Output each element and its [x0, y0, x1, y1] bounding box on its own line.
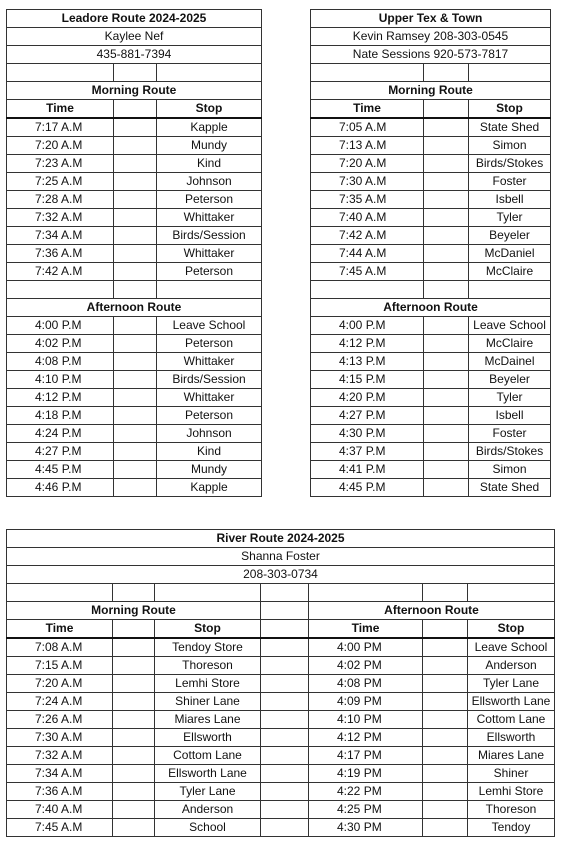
empty-cell [113, 765, 155, 783]
stop-cell: Birds/Session [157, 227, 262, 245]
stop-cell: Tyler Lane [468, 675, 555, 693]
upper-title: Upper Tex & Town [311, 10, 551, 28]
time-cell: 4:15 P.M [311, 371, 424, 389]
stop-cell: Peterson [157, 191, 262, 209]
stop-cell: Whittaker [157, 209, 262, 227]
stop-header: Stop [468, 620, 555, 639]
stop-cell: Lemhi Store [468, 783, 555, 801]
table-row [7, 638, 555, 657]
empty-cell [114, 245, 157, 263]
table-row [7, 137, 262, 155]
empty-cell [114, 443, 157, 461]
empty-cell [114, 173, 157, 191]
table-row [311, 371, 551, 389]
time-cell: 4:12 P.M [311, 335, 424, 353]
time-cell: 4:19 PM [309, 765, 423, 783]
table-row [7, 191, 262, 209]
table-row [7, 173, 262, 191]
time-cell: 7:32 A.M [7, 747, 113, 765]
time-cell: 7:44 A.M [311, 245, 424, 263]
blank-row [311, 281, 551, 299]
stop-cell: Anderson [468, 657, 555, 675]
time-cell: 7:08 A.M [7, 638, 113, 657]
stop-cell: Miares Lane [468, 747, 555, 765]
stop-cell: Simon [469, 137, 551, 155]
stop-cell: Tendoy Store [155, 638, 261, 657]
time-header: Time [311, 100, 424, 119]
time-cell: 7:42 A.M [311, 227, 424, 245]
stop-cell: Cottom Lane [155, 747, 261, 765]
stop-cell: Cottom Lane [468, 711, 555, 729]
leadore-afternoon-rows [7, 317, 262, 497]
table-row [7, 118, 262, 137]
empty-cell [423, 819, 468, 837]
empty-cell [113, 819, 155, 837]
table-row [7, 675, 555, 693]
stop-cell: Miares Lane [155, 711, 261, 729]
time-cell: 4:18 P.M [7, 407, 114, 425]
stop-cell: Peterson [157, 263, 262, 281]
empty-cell [424, 461, 469, 479]
empty-cell [424, 191, 469, 209]
time-cell: 7:42 A.M [7, 263, 114, 281]
stop-cell: School [155, 819, 261, 837]
empty-cell [261, 801, 309, 819]
time-cell: 7:24 A.M [7, 693, 113, 711]
table-row [7, 747, 555, 765]
table-row [311, 227, 551, 245]
table-row [311, 209, 551, 227]
leadore-morning-rows [7, 118, 262, 281]
table-row [7, 711, 555, 729]
time-cell: 7:35 A.M [311, 191, 424, 209]
empty-cell [424, 443, 469, 461]
empty-cell [424, 245, 469, 263]
empty-cell [114, 317, 157, 335]
stop-cell: Birds/Stokes [469, 443, 551, 461]
empty-cell [114, 263, 157, 281]
stop-cell: Isbell [469, 407, 551, 425]
empty-cell [424, 371, 469, 389]
time-header: Time [309, 620, 423, 639]
stop-cell: Leave School [469, 317, 551, 335]
time-cell: 4:24 P.M [7, 425, 114, 443]
time-cell: 7:26 A.M [7, 711, 113, 729]
empty-cell [424, 227, 469, 245]
empty-cell [261, 765, 309, 783]
stop-cell: Foster [469, 173, 551, 191]
time-cell: 4:27 P.M [311, 407, 424, 425]
stop-header: Stop [157, 100, 262, 119]
table-row [7, 461, 262, 479]
stop-cell: Beyeler [469, 371, 551, 389]
empty-cell [423, 783, 468, 801]
time-cell: 7:36 A.M [7, 245, 114, 263]
time-cell: 4:27 P.M [7, 443, 114, 461]
stop-cell: Tyler Lane [155, 783, 261, 801]
table-row [311, 461, 551, 479]
table-row [7, 479, 262, 497]
time-cell: 7:40 A.M [7, 801, 113, 819]
empty-cell [261, 657, 309, 675]
empty-cell [424, 317, 469, 335]
river-afternoon-label: Afternoon Route [309, 602, 555, 620]
table-row [7, 425, 262, 443]
table-row [311, 155, 551, 173]
table-row [7, 729, 555, 747]
empty-cell [114, 227, 157, 245]
empty-cell [261, 729, 309, 747]
empty-cell [424, 155, 469, 173]
table-row [311, 173, 551, 191]
empty-cell [113, 747, 155, 765]
time-cell: 7:17 A.M [7, 118, 114, 137]
empty-cell [113, 783, 155, 801]
stop-cell: Kind [157, 155, 262, 173]
stop-cell: Ellsworth [155, 729, 261, 747]
stop-cell: McClaire [469, 263, 551, 281]
empty-cell [423, 638, 468, 657]
stop-cell: Birds/Session [157, 371, 262, 389]
leadore-route-table [6, 9, 262, 497]
stop-cell: Beyeler [469, 227, 551, 245]
empty-cell [424, 407, 469, 425]
stop-cell: State Shed [469, 118, 551, 137]
table-row [311, 245, 551, 263]
time-cell: 7:32 A.M [7, 209, 114, 227]
time-cell: 7:34 A.M [7, 765, 113, 783]
blank-row [7, 584, 555, 602]
time-cell: 4:09 PM [309, 693, 423, 711]
empty-cell [114, 407, 157, 425]
time-cell: 4:00 P.M [311, 317, 424, 335]
time-cell: 4:25 PM [309, 801, 423, 819]
empty-cell [113, 693, 155, 711]
stop-cell: Ellsworth [468, 729, 555, 747]
time-cell: 7:34 A.M [7, 227, 114, 245]
empty-cell [113, 801, 155, 819]
empty-cell [114, 209, 157, 227]
table-row [7, 227, 262, 245]
stop-cell: Tendoy [468, 819, 555, 837]
time-cell: 7:05 A.M [311, 118, 424, 137]
time-cell: 7:20 A.M [311, 155, 424, 173]
river-driver: Shanna Foster [7, 548, 555, 566]
empty-cell [424, 479, 469, 497]
table-row [7, 245, 262, 263]
empty-cell [114, 425, 157, 443]
table-row [311, 263, 551, 281]
empty-cell [261, 747, 309, 765]
time-header: Time [7, 620, 113, 639]
stop-cell: Tyler [469, 209, 551, 227]
stop-cell: Isbell [469, 191, 551, 209]
time-cell: 4:30 PM [309, 819, 423, 837]
empty-cell [424, 263, 469, 281]
time-cell: 7:40 A.M [311, 209, 424, 227]
empty-cell [424, 425, 469, 443]
time-cell: 4:37 P.M [311, 443, 424, 461]
empty-cell [114, 479, 157, 497]
stop-cell: State Shed [469, 479, 551, 497]
time-cell: 4:02 PM [309, 657, 423, 675]
stop-cell: McDaniel [469, 245, 551, 263]
table-row [7, 801, 555, 819]
time-cell: 7:13 A.M [311, 137, 424, 155]
empty-cell [423, 801, 468, 819]
table-row [7, 389, 262, 407]
table-row [311, 425, 551, 443]
time-header: Time [7, 100, 114, 119]
stop-cell: Ellsworth Lane [155, 765, 261, 783]
empty-cell [424, 137, 469, 155]
empty-cell [114, 461, 157, 479]
stop-cell: Mundy [157, 461, 262, 479]
time-cell: 7:30 A.M [311, 173, 424, 191]
upper-driver-1: Kevin Ramsey 208-303-0545 [311, 28, 551, 46]
stop-cell: Shiner Lane [155, 693, 261, 711]
time-cell: 4:08 P.M [7, 353, 114, 371]
time-cell: 4:10 P.M [7, 371, 114, 389]
leadore-afternoon-label: Afternoon Route [7, 299, 262, 317]
time-cell: 4:30 P.M [311, 425, 424, 443]
table-row [7, 209, 262, 227]
time-cell: 4:41 P.M [311, 461, 424, 479]
upper-morning-label: Morning Route [311, 82, 551, 100]
time-cell: 7:45 A.M [311, 263, 424, 281]
leadore-title: Leadore Route 2024-2025 [7, 10, 262, 28]
stop-cell: Whittaker [157, 389, 262, 407]
stop-cell: Lemhi Store [155, 675, 261, 693]
stop-cell: Whittaker [157, 245, 262, 263]
stop-cell: Thoreson [468, 801, 555, 819]
empty-cell [261, 675, 309, 693]
table-row [311, 443, 551, 461]
table-row [7, 335, 262, 353]
stop-cell: McClaire [469, 335, 551, 353]
empty-cell [423, 657, 468, 675]
stop-cell: Whittaker [157, 353, 262, 371]
table-row [311, 479, 551, 497]
time-cell: 7:15 A.M [7, 657, 113, 675]
blank-row [7, 281, 262, 299]
time-cell: 7:36 A.M [7, 783, 113, 801]
table-row [7, 765, 555, 783]
empty-cell [424, 173, 469, 191]
stop-cell: Kapple [157, 118, 262, 137]
river-title: River Route 2024-2025 [7, 530, 555, 548]
stop-cell: Johnson [157, 173, 262, 191]
blank-row [311, 64, 551, 82]
time-cell: 4:00 PM [309, 638, 423, 657]
table-row [7, 819, 555, 837]
empty-cell [114, 137, 157, 155]
stop-cell: Leave School [468, 638, 555, 657]
stop-cell: Kapple [157, 479, 262, 497]
stop-cell: Mundy [157, 137, 262, 155]
upper-tex-town-table [310, 9, 551, 497]
stop-cell: Peterson [157, 407, 262, 425]
table-row [311, 137, 551, 155]
upper-driver-2: Nate Sessions 920-573-7817 [311, 46, 551, 64]
empty-cell [423, 693, 468, 711]
stop-cell: Foster [469, 425, 551, 443]
empty-cell [114, 389, 157, 407]
table-row [311, 407, 551, 425]
stop-cell: Johnson [157, 425, 262, 443]
time-cell: 7:20 A.M [7, 675, 113, 693]
empty-cell [424, 353, 469, 371]
time-cell: 4:17 PM [309, 747, 423, 765]
empty-cell [114, 335, 157, 353]
table-row [7, 693, 555, 711]
table-row [311, 317, 551, 335]
stop-cell: McDainel [469, 353, 551, 371]
table-row [311, 353, 551, 371]
table-row [7, 371, 262, 389]
time-cell: 7:23 A.M [7, 155, 114, 173]
time-cell: 4:20 P.M [311, 389, 424, 407]
time-cell: 7:28 A.M [7, 191, 114, 209]
table-row [311, 335, 551, 353]
table-row [7, 317, 262, 335]
time-cell: 4:08 PM [309, 675, 423, 693]
empty-cell [261, 783, 309, 801]
leadore-morning-label: Morning Route [7, 82, 262, 100]
empty-cell [423, 711, 468, 729]
upper-afternoon-rows [311, 317, 551, 497]
empty-cell [424, 389, 469, 407]
time-cell: 4:12 PM [309, 729, 423, 747]
stop-cell: Ellsworth Lane [468, 693, 555, 711]
table-row [7, 443, 262, 461]
empty-cell [114, 191, 157, 209]
table-row [311, 118, 551, 137]
table-row [7, 155, 262, 173]
stop-cell: Thoreson [155, 657, 261, 675]
empty-cell [114, 118, 157, 137]
empty-cell [423, 747, 468, 765]
leadore-phone: 435-881-7394 [7, 46, 262, 64]
time-cell: 4:22 PM [309, 783, 423, 801]
time-cell: 4:12 P.M [7, 389, 114, 407]
stop-cell: Kind [157, 443, 262, 461]
table-row [7, 783, 555, 801]
stop-cell: Tyler [469, 389, 551, 407]
river-rows [7, 638, 555, 837]
empty-cell [113, 657, 155, 675]
time-cell: 4:45 P.M [7, 461, 114, 479]
upper-afternoon-label: Afternoon Route [311, 299, 551, 317]
empty-cell [261, 693, 309, 711]
time-cell: 4:10 PM [309, 711, 423, 729]
empty-cell [114, 155, 157, 173]
time-cell: 4:02 P.M [7, 335, 114, 353]
time-cell: 7:20 A.M [7, 137, 114, 155]
table-row [7, 657, 555, 675]
stop-cell: Shiner [468, 765, 555, 783]
empty-cell [114, 371, 157, 389]
stop-header: Stop [155, 620, 261, 639]
stop-cell: Peterson [157, 335, 262, 353]
empty-cell [423, 729, 468, 747]
empty-cell [113, 711, 155, 729]
empty-cell [424, 209, 469, 227]
time-cell: 7:25 A.M [7, 173, 114, 191]
empty-cell [113, 638, 155, 657]
river-morning-label: Morning Route [7, 602, 261, 620]
empty-cell [114, 353, 157, 371]
stop-cell: Leave School [157, 317, 262, 335]
time-cell: 4:00 P.M [7, 317, 114, 335]
stop-cell: Birds/Stokes [469, 155, 551, 173]
empty-cell [261, 638, 309, 657]
empty-cell [424, 335, 469, 353]
river-route-table [6, 529, 555, 837]
time-cell: 7:45 A.M [7, 819, 113, 837]
empty-cell [423, 765, 468, 783]
time-cell: 4:46 P.M [7, 479, 114, 497]
upper-morning-rows [311, 118, 551, 281]
time-cell: 4:45 P.M [311, 479, 424, 497]
blank-row [7, 64, 262, 82]
table-row [7, 407, 262, 425]
empty-cell [261, 819, 309, 837]
stop-cell: Simon [469, 461, 551, 479]
time-cell: 7:30 A.M [7, 729, 113, 747]
empty-cell [423, 675, 468, 693]
table-row [311, 389, 551, 407]
stop-header: Stop [469, 100, 551, 119]
empty-cell [261, 711, 309, 729]
empty-cell [113, 729, 155, 747]
river-phone: 208-303-0734 [7, 566, 555, 584]
time-cell: 4:13 P.M [311, 353, 424, 371]
empty-cell [113, 675, 155, 693]
leadore-driver: Kaylee Nef [7, 28, 262, 46]
stop-cell: Anderson [155, 801, 261, 819]
empty-cell [424, 118, 469, 137]
table-row [7, 263, 262, 281]
table-row [311, 191, 551, 209]
table-row [7, 353, 262, 371]
